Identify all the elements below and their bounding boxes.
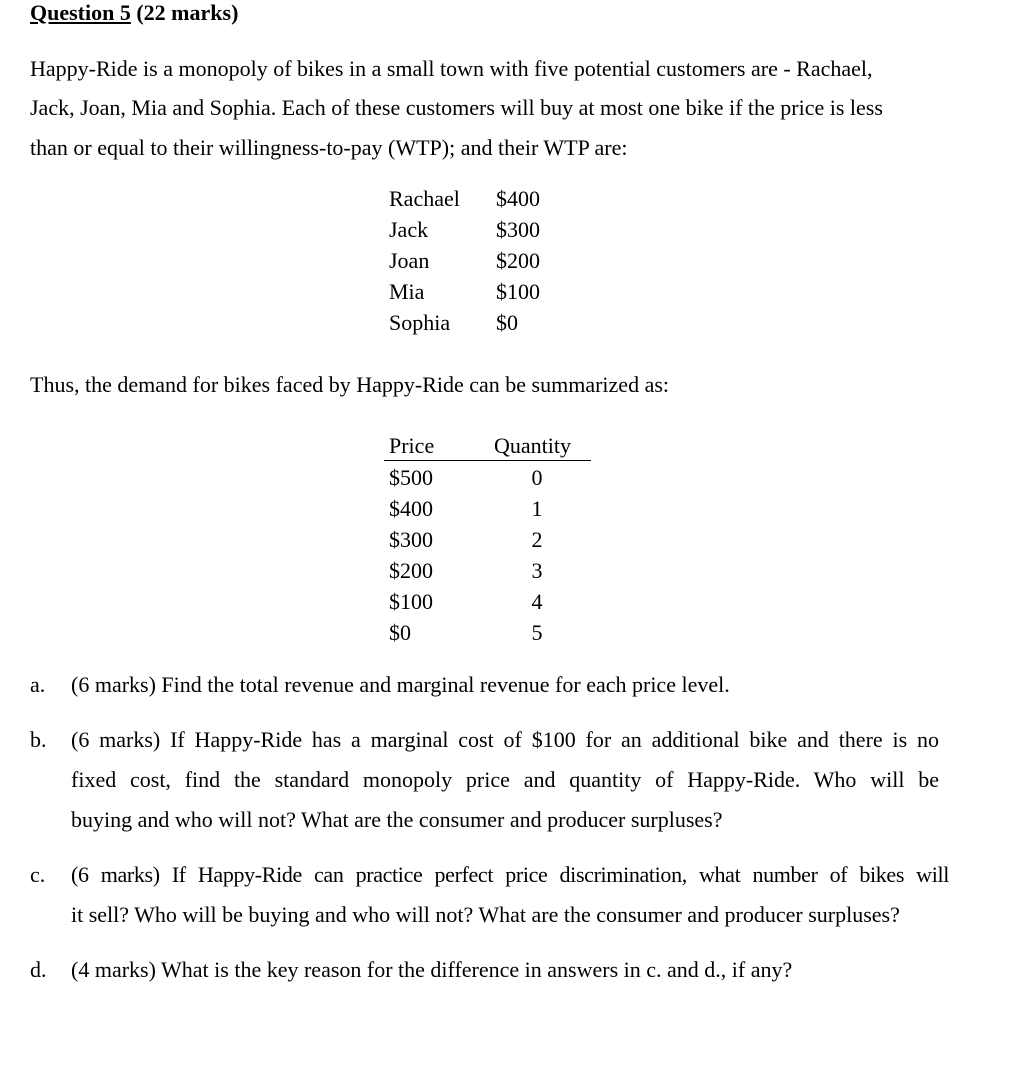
question-b-line-2: fixed cost, find the standard monopoly price and quantity of Happy-Ride. Who will be	[71, 767, 939, 792]
demand-header-quantity: Quantity	[494, 433, 571, 458]
demand-header-rule	[384, 460, 591, 461]
intro-line-1: Happy-Ride is a monopoly of bikes in a small town with five potential customers are - Rachael,	[30, 56, 873, 81]
question-d-line-1: (4 marks) What is the key reason for the difference in answers in c. and d., if any?	[71, 957, 793, 982]
intro-line-2: Jack, Joan, Mia and Sophia. Each of these customers will buy at most one bike if the price is less	[30, 95, 883, 120]
demand-quantity: 1	[531, 496, 543, 521]
question-d-marker: d.	[30, 957, 47, 982]
intro-line-3: than or equal to their willingness-to-pay (WTP); and their WTP are:	[30, 135, 628, 160]
wtp-value: $400	[496, 186, 540, 211]
question-heading	[30, 0, 238, 26]
question-c-text	[71, 855, 949, 935]
question-a-marker: a.	[30, 672, 46, 697]
demand-price: $200	[389, 558, 433, 583]
question-c-line-2: it sell? Who will be buying and who will not? What are the consumer and producer surpluses?	[71, 902, 900, 927]
wtp-name: Mia	[389, 279, 425, 304]
question-b-line-1: (6 marks) If Happy-Ride has a marginal cost of $100 for an additional bike and there is no	[71, 727, 939, 752]
demand-quantity: 4	[531, 589, 543, 614]
demand-quantity: 2	[531, 527, 543, 552]
question-marks: (22 marks)	[130, 0, 239, 25]
demand-quantity: 0	[531, 465, 543, 490]
question-c-marker: c.	[30, 862, 46, 887]
demand-quantity: 5	[531, 620, 543, 645]
demand-price: $500	[389, 465, 433, 490]
demand-price: $400	[389, 496, 433, 521]
demand-price: $300	[389, 527, 433, 552]
wtp-value: $300	[496, 217, 540, 242]
wtp-value: $0	[496, 310, 518, 335]
demand-intro: Thus, the demand for bikes faced by Happy-Ride can be summarized as:	[30, 372, 670, 397]
wtp-value: $200	[496, 248, 540, 273]
question-b-text	[71, 720, 939, 840]
demand-header-price: Price	[389, 433, 435, 458]
wtp-name: Sophia	[389, 310, 451, 335]
demand-price: $0	[389, 620, 411, 645]
question-a-line-1: (6 marks) Find the total revenue and marginal revenue for each price level.	[71, 672, 730, 697]
wtp-name: Jack	[389, 217, 429, 242]
question-b-marker: b.	[30, 727, 47, 752]
wtp-value: $100	[496, 279, 540, 304]
demand-price: $100	[389, 589, 433, 614]
demand-quantity: 3	[531, 558, 543, 583]
question-label: Question 5	[30, 0, 131, 25]
wtp-name: Joan	[389, 248, 430, 273]
wtp-name: Rachael	[389, 186, 460, 211]
question-c-line-1: (6 marks) If Happy-Ride can practice perfect price discrimination, what number of bikes will	[71, 862, 949, 887]
question-b-line-3: buying and who will not? What are the consumer and producer surpluses?	[71, 807, 723, 832]
